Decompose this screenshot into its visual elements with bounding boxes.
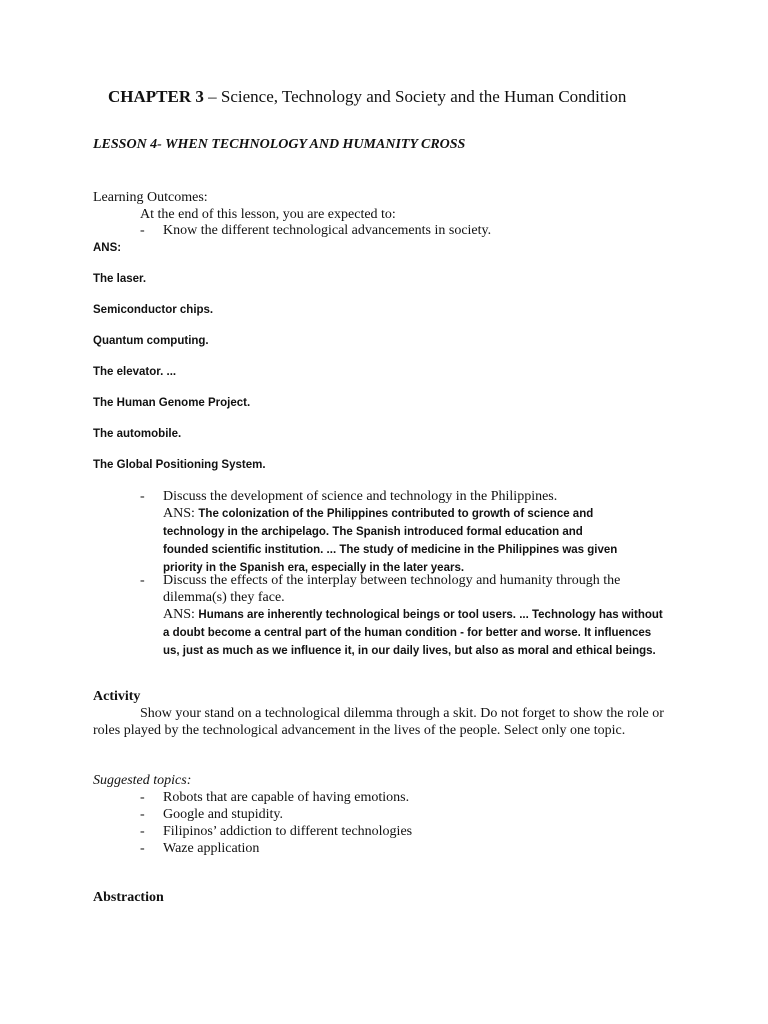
bullet-2-ans-label: ANS: bbox=[163, 506, 199, 521]
bullet-dash: - bbox=[140, 790, 145, 805]
outcomes-intro: At the end of this lesson, you are expected to: bbox=[140, 207, 396, 222]
bullet-dash: - bbox=[140, 489, 145, 504]
activity-heading: Activity bbox=[93, 689, 141, 704]
answer-item: The Human Genome Project. bbox=[93, 397, 251, 409]
chapter-title bbox=[108, 87, 626, 107]
answer-item: Semiconductor chips. bbox=[93, 304, 214, 316]
answer-item: The elevator. ... bbox=[93, 366, 177, 378]
bullet-3-answer bbox=[163, 606, 663, 660]
learning-outcomes-heading: Learning Outcomes: bbox=[93, 190, 208, 205]
topic-item: Filipinos’ addiction to different technologies bbox=[163, 824, 413, 839]
bullet-2-answer bbox=[163, 505, 623, 577]
topic-item: Waze application bbox=[163, 841, 260, 856]
topic-item: Robots that are capable of having emotions. bbox=[163, 790, 410, 805]
bullet-3-ans-text: Humans are inherently technological beings or tool users. ... Technology has without a doubt become a central part of the human condition - for better and worse. It influences us, just as much as we influence it, in our daily lives, but also as moral and ethical beings. bbox=[163, 609, 663, 657]
bullet-dash: - bbox=[140, 573, 145, 588]
topic-item: Google and stupidity. bbox=[163, 807, 284, 822]
bullet-2-text: Discuss the development of science and technology in the Philippines. bbox=[163, 489, 558, 504]
activity-text: Show your stand on a technological dilemma through a skit. Do not forget to show the role or roles played by the technological advancement in the lives of the people. Select only one topic. bbox=[93, 706, 664, 738]
bullet-3-text: Discuss the effects of the interplay between technology and humanity through the dilemma(s) they face. bbox=[163, 573, 621, 605]
chapter-number: CHAPTER 3 bbox=[108, 87, 204, 106]
abstraction-heading: Abstraction bbox=[93, 890, 164, 905]
answer-item: Quantum computing. bbox=[93, 335, 209, 347]
ans-label: ANS: bbox=[93, 242, 122, 254]
suggested-topics-label: Suggested topics: bbox=[93, 773, 192, 788]
answer-item: The Global Positioning System. bbox=[93, 459, 266, 471]
bullet-3-ans-label: ANS: bbox=[163, 607, 199, 622]
bullet-dash: - bbox=[140, 223, 145, 238]
answer-item: The automobile. bbox=[93, 428, 182, 440]
chapter-subtitle: – Science, Technology and Society and the Human Condition bbox=[203, 87, 627, 106]
bullet-2-ans-text: The colonization of the Philippines contributed to growth of science and technology in the archipelago. The Spanish introduced formal education and founded scientific institution. ... The study of medicine in the Philippines was given priority in the Spanish era, especially in the later years. bbox=[163, 508, 618, 574]
bullet-dash: - bbox=[140, 824, 145, 839]
lesson-title: LESSON 4- WHEN TECHNOLOGY AND HUMANITY CROSS bbox=[93, 137, 466, 152]
outcome-bullet-1: Know the different technological advancements in society. bbox=[163, 223, 492, 238]
outcome-bullet-2 bbox=[163, 488, 623, 577]
bullet-dash: - bbox=[140, 807, 145, 822]
answer-item: The laser. bbox=[93, 273, 147, 285]
outcome-bullet-3 bbox=[163, 572, 673, 660]
bullet-dash: - bbox=[140, 841, 145, 856]
